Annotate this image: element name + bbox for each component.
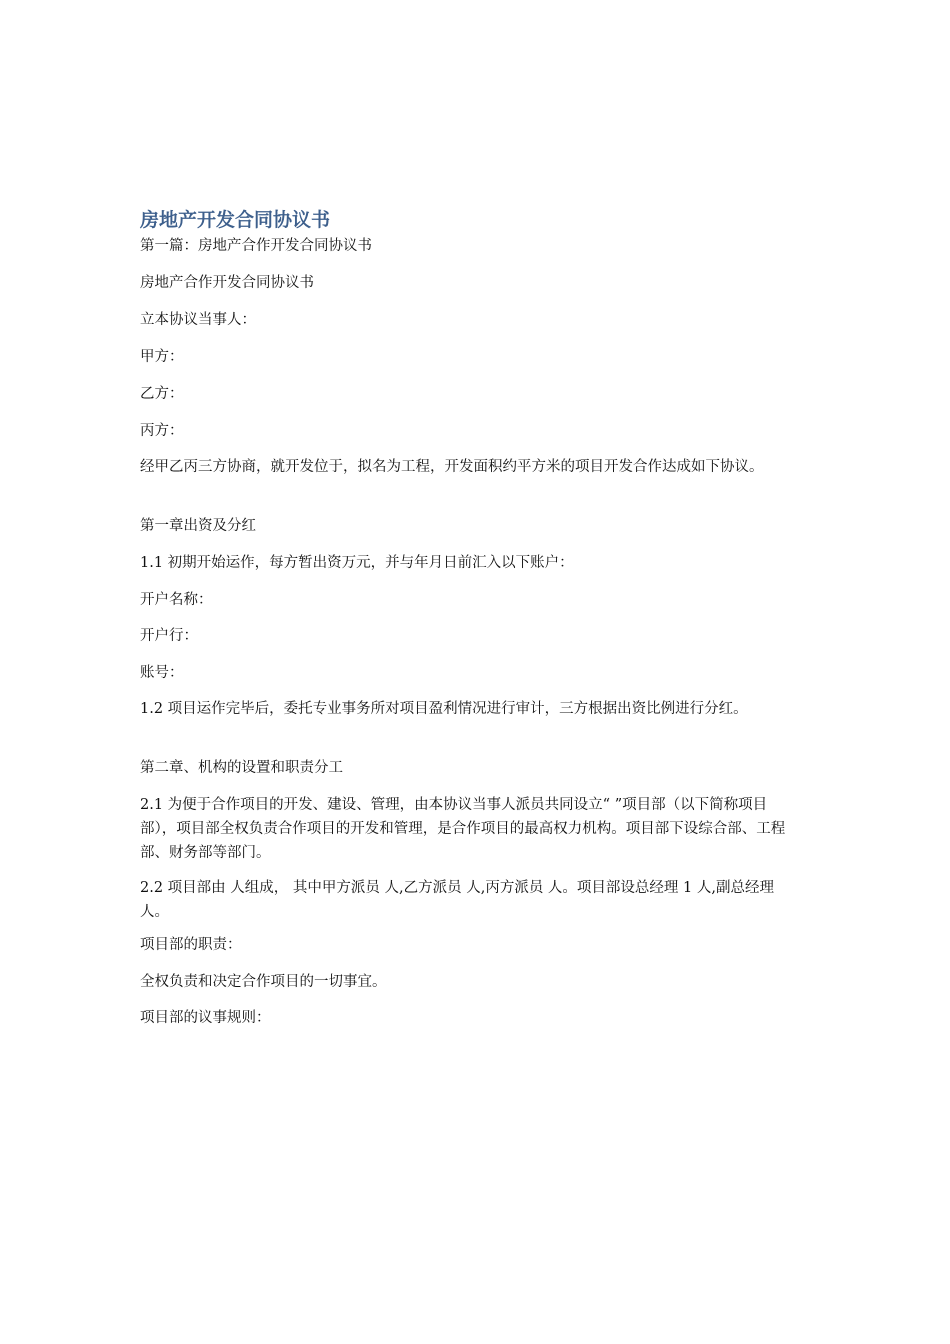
paragraph-parties-intro: 立本协议当事人： [140, 312, 256, 328]
paragraph-duties-heading: 项目部的职责： [140, 937, 242, 953]
paragraph-party-b: 乙方： [140, 386, 184, 402]
paragraph-chapter-1: 第一章出资及分红 [140, 518, 256, 534]
paragraph-agreement-name: 房地产合作开发合同协议书 [140, 275, 314, 291]
paragraph-account-name: 开户名称： [140, 592, 213, 608]
paragraph-chapter-2: 第二章、机构的设置和职责分工 [140, 760, 343, 776]
document-title: 房地产开发合同协议书 [140, 209, 331, 231]
paragraph-preamble: 经甲乙丙三方协商，就开发位于，拟名为工程，开发面积约平方米的项目开发合作达成如下协议。 [140, 459, 764, 475]
paragraph-party-c: 丙方： [140, 423, 184, 439]
paragraph-chapter-heading: 第一篇：房地产合作开发合同协议书 [140, 238, 372, 254]
paragraph-duties-text: 全权负责和决定合作项目的一切事宜。 [140, 974, 387, 990]
paragraph-account-number: 账号： [140, 665, 184, 681]
paragraph-clause-2-1: 2.1 为便于合作项目的开发、建设、管理，由本协议当事人派员共同设立“ ”项目部（以下简称项目部），项目部全权负责合作项目的开发和管理，是合作项目的最高权力机构。项目部下设综合部、工程部、财务部等部门。 [140, 797, 786, 861]
paragraph-clause-2-2: 2.2 项目部由 人组成， 其中甲方派员 人,乙方派员 人,丙方派员 人。项目部设总经理 1 人,副总经理 人。 [140, 880, 774, 920]
paragraph-party-a: 甲方： [140, 349, 184, 365]
paragraph-rules-heading: 项目部的议事规则： [140, 1010, 271, 1026]
paragraph-clause-1-1: 1.1 初期开始运作，每方暂出资万元，并与年月日前汇入以下账户： [140, 555, 574, 571]
paragraph-clause-1-2: 1.2 项目运作完毕后，委托专业事务所对项目盈利情况进行审计，三方根据出资比例进行分红。 [140, 701, 748, 717]
paragraph-bank: 开户行： [140, 628, 198, 644]
